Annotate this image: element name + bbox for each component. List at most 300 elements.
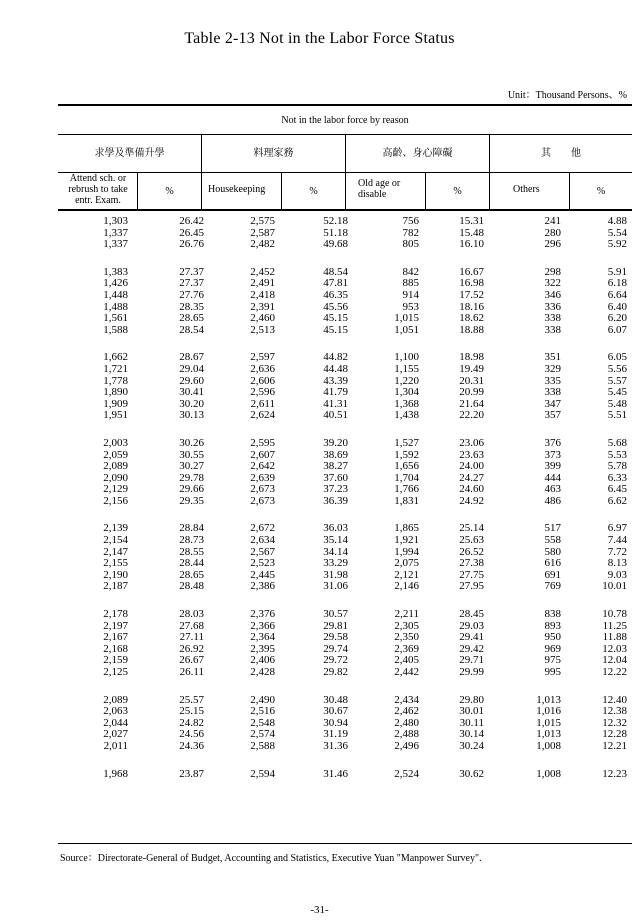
table-cell: 756 — [402, 215, 419, 227]
table-cell: 373 — [544, 448, 561, 461]
table-cell: 2,636 — [250, 362, 275, 375]
table-cell: 12.04 — [602, 654, 627, 667]
table-cell: 2,178 — [103, 608, 128, 621]
table-cell: 1,890 — [103, 386, 128, 399]
table-cell: 2,350 — [394, 631, 419, 644]
table-cell: 885 — [402, 277, 419, 290]
table-cell: 1,488 — [103, 300, 128, 313]
table-cell: 2,156 — [103, 494, 128, 507]
table-cell: 30.20 — [179, 397, 204, 410]
table-cell: 4.88 — [607, 215, 627, 227]
table-cell: 2,146 — [394, 580, 419, 593]
table-body — [58, 216, 632, 796]
table-cell: 40.51 — [323, 409, 348, 422]
table-cell: 5.57 — [607, 374, 627, 387]
table-cell: 29.35 — [179, 494, 204, 507]
table-cell: 29.82 — [323, 666, 348, 678]
table-cell: 21.64 — [459, 397, 484, 410]
table-cell: 2,442 — [394, 666, 419, 678]
table-cell: 27.76 — [179, 288, 204, 301]
table-cell: 22.20 — [459, 409, 484, 422]
table-cell: 28.73 — [179, 534, 204, 547]
table-cell: 37.23 — [323, 483, 348, 496]
table-cell: 51.18 — [323, 226, 348, 239]
table-cell: 30.55 — [179, 448, 204, 461]
table-cell: 18.16 — [459, 300, 484, 313]
row-group — [58, 267, 632, 337]
table-row — [58, 581, 632, 593]
table-cell: 28.65 — [179, 312, 204, 325]
table-cell: 1,383 — [103, 265, 128, 278]
table-cell: 26.42 — [179, 215, 204, 227]
table-cell: 616 — [544, 557, 561, 570]
table-row — [58, 290, 632, 302]
table-cell: 28.44 — [179, 557, 204, 570]
table-row — [58, 667, 632, 679]
table-cell: 914 — [402, 288, 419, 301]
table-cell: 2,673 — [250, 494, 275, 507]
table-cell: 8.13 — [607, 557, 627, 570]
category-housekeeping: 料理家務 — [253, 148, 294, 159]
table-cell: 1,220 — [394, 374, 419, 387]
table-cell: 2,395 — [250, 642, 275, 655]
table-cell: 1,155 — [394, 362, 419, 375]
subheader-housekeeping: Housekeeping — [208, 184, 266, 195]
table-cell: 52.18 — [323, 215, 348, 227]
table-cell: 953 — [402, 300, 419, 313]
table-cell: 31.46 — [323, 767, 348, 780]
table-cell: 357 — [544, 409, 561, 422]
table-row — [58, 496, 632, 508]
table-cell: 463 — [544, 483, 561, 496]
table-cell: 30.11 — [459, 716, 484, 729]
table-cell: 838 — [544, 608, 561, 621]
table-cell: 17.52 — [459, 288, 484, 301]
table-cell: 1,588 — [103, 323, 128, 336]
table-cell: 1,100 — [394, 351, 419, 364]
table-cell: 2,496 — [394, 739, 419, 752]
table-cell: 2,003 — [103, 436, 128, 449]
table-cell: 2,639 — [250, 471, 275, 484]
table-cell: 12.21 — [602, 739, 627, 752]
table-cell: 29.41 — [459, 631, 484, 644]
table-cell: 2,011 — [103, 739, 128, 752]
table-cell: 1,368 — [394, 397, 419, 410]
table-cell: 1,909 — [103, 397, 128, 410]
table-cell: 2,607 — [250, 448, 275, 461]
table-cell: 995 — [544, 666, 561, 678]
table-cell: 16.10 — [459, 238, 484, 251]
table-cell: 1,013 — [536, 728, 561, 741]
table-cell: 2,597 — [250, 351, 275, 364]
table-cell: 33.29 — [323, 557, 348, 570]
table-cell: 12.23 — [602, 767, 627, 780]
table-title: Table 2-13 Not in the Labor Force Status — [184, 30, 455, 47]
table-cell: 25.63 — [459, 534, 484, 547]
table-cell: 2,594 — [250, 767, 275, 780]
table-cell: 45.15 — [323, 312, 348, 325]
subheader-old-age: Old age or disable — [358, 178, 401, 200]
table-cell: 5.51 — [607, 409, 627, 422]
table-cell: 1,831 — [394, 494, 419, 507]
table-cell: 30.27 — [179, 460, 204, 473]
table-cell: 329 — [544, 362, 561, 375]
table-cell: 1,527 — [394, 436, 419, 449]
table-cell: 30.41 — [179, 386, 204, 399]
table-cell: 2,063 — [103, 705, 128, 718]
page-number: -31- — [310, 904, 329, 916]
table-cell: 47.81 — [323, 277, 348, 290]
row-group — [58, 523, 632, 593]
table-cell: 6.64 — [607, 288, 627, 301]
subheader-study: Attend sch. or rebrush to take entr. Exam. — [68, 173, 128, 206]
table-row — [58, 325, 632, 337]
table-cell: 29.66 — [179, 483, 204, 496]
header-top-rule — [58, 104, 632, 106]
table-cell: 1,337 — [103, 238, 128, 251]
table-cell: 29.60 — [179, 374, 204, 387]
table-cell: 1,008 — [536, 767, 561, 780]
table-cell: 6.18 — [607, 277, 627, 290]
table-row — [58, 461, 632, 473]
table-cell: 28.45 — [459, 608, 484, 621]
table-cell: 351 — [544, 351, 561, 364]
table-cell: 2,548 — [250, 716, 275, 729]
table-cell: 16.67 — [459, 265, 484, 278]
table-cell: 1,704 — [394, 471, 419, 484]
table-cell: 29.03 — [459, 619, 484, 632]
table-cell: 805 — [402, 238, 419, 251]
table-cell: 18.98 — [459, 351, 484, 364]
table-cell: 2,587 — [250, 226, 275, 239]
table-cell: 35.14 — [323, 534, 348, 547]
table-cell: 27.11 — [179, 631, 204, 644]
table-cell: 28.54 — [179, 323, 204, 336]
table-cell: 44.48 — [323, 362, 348, 375]
table-cell: 2,089 — [103, 693, 128, 706]
table-row — [58, 387, 632, 399]
table-cell: 2,428 — [250, 666, 275, 678]
table-cell: 2,523 — [250, 557, 275, 570]
table-cell: 769 — [544, 580, 561, 593]
table-cell: 26.67 — [179, 654, 204, 667]
table-cell: 41.31 — [323, 397, 348, 410]
table-cell: 34.14 — [323, 545, 348, 558]
table-cell: 322 — [544, 277, 561, 290]
table-cell: 298 — [544, 265, 561, 278]
table-cell: 2,090 — [103, 471, 128, 484]
table-cell: 23.63 — [459, 448, 484, 461]
table-cell: 346 — [544, 288, 561, 301]
category-study: 求學及準備升學 — [94, 148, 165, 159]
table-cell: 2,491 — [250, 277, 275, 290]
table-cell: 29.04 — [179, 362, 204, 375]
table-cell: 45.56 — [323, 300, 348, 313]
table-cell: 30.62 — [459, 767, 484, 780]
table-cell: 30.24 — [459, 739, 484, 752]
table-cell: 28.03 — [179, 608, 204, 621]
subheader-pct: % — [453, 186, 462, 197]
table-cell: 24.27 — [459, 471, 484, 484]
table-cell: 29.58 — [323, 631, 348, 644]
table-cell: 975 — [544, 654, 561, 667]
table-cell: 2,452 — [250, 265, 275, 278]
table-cell: 2,445 — [250, 568, 275, 581]
table-cell: 6.45 — [607, 483, 627, 496]
table-cell: 1,016 — [536, 705, 561, 718]
table-cell: 6.05 — [607, 351, 627, 364]
table-cell: 18.88 — [459, 323, 484, 336]
table-cell: 29.42 — [459, 642, 484, 655]
table-cell: 335 — [544, 374, 561, 387]
table-cell: 10.78 — [602, 608, 627, 621]
table-cell: 36.03 — [323, 522, 348, 535]
table-cell: 27.95 — [459, 580, 484, 593]
subheader-pct: % — [309, 186, 318, 197]
table-cell: 2,624 — [250, 409, 275, 422]
table-cell: 2,075 — [394, 557, 419, 570]
table-cell: 2,366 — [250, 619, 275, 632]
table-cell: 27.37 — [179, 265, 204, 278]
col-divider — [201, 134, 202, 210]
table-cell: 2,159 — [103, 654, 128, 667]
table-cell: 29.74 — [323, 642, 348, 655]
table-cell: 26.76 — [179, 238, 204, 251]
table-cell: 782 — [402, 226, 419, 239]
table-cell: 1,865 — [394, 522, 419, 535]
table-cell: 1,592 — [394, 448, 419, 461]
table-cell: 1,448 — [103, 288, 128, 301]
group-header: Not in the labor force by reason — [281, 115, 409, 126]
table-cell: 29.80 — [459, 693, 484, 706]
table-cell: 25.15 — [179, 705, 204, 718]
table-cell: 6.33 — [607, 471, 627, 484]
table-cell: 2,595 — [250, 436, 275, 449]
table-cell: 23.87 — [179, 767, 204, 780]
category-others: 其 他 — [541, 148, 581, 159]
table-cell: 28.55 — [179, 545, 204, 558]
table-cell: 2,516 — [250, 705, 275, 718]
table-cell: 26.45 — [179, 226, 204, 239]
table-cell: 1,951 — [103, 409, 128, 422]
table-cell: 30.57 — [323, 608, 348, 621]
table-cell: 20.31 — [459, 374, 484, 387]
table-row — [58, 438, 632, 450]
table-cell: 12.40 — [602, 693, 627, 706]
table-cell: 2,634 — [250, 534, 275, 547]
table-row — [58, 410, 632, 422]
table-cell: 29.78 — [179, 471, 204, 484]
table-cell: 5.48 — [607, 397, 627, 410]
table-cell: 2,168 — [103, 642, 128, 655]
row-group — [58, 609, 632, 679]
table-cell: 38.27 — [323, 460, 348, 473]
table-cell: 1,766 — [394, 483, 419, 496]
table-cell: 1,921 — [394, 534, 419, 547]
table-cell: 27.37 — [179, 277, 204, 290]
table-cell: 5.92 — [607, 238, 627, 251]
row-group — [58, 352, 632, 422]
table-cell: 1,968 — [103, 767, 128, 780]
table-cell: 2,027 — [103, 728, 128, 741]
row-group — [58, 216, 632, 251]
table-cell: 12.32 — [602, 716, 627, 729]
table-cell: 6.20 — [607, 312, 627, 325]
table-cell: 15.31 — [459, 215, 484, 227]
table-cell: 336 — [544, 300, 561, 313]
table-cell: 39.20 — [323, 436, 348, 449]
table-cell: 5.91 — [607, 265, 627, 278]
table-bottom-rule — [58, 843, 632, 844]
table-cell: 6.40 — [607, 300, 627, 313]
category-old-age: 高齡、身心障礙 — [382, 148, 453, 159]
table-cell: 23.06 — [459, 436, 484, 449]
table-cell: 24.56 — [179, 728, 204, 741]
table-cell: 30.94 — [323, 716, 348, 729]
table-cell: 18.62 — [459, 312, 484, 325]
table-cell: 2,434 — [394, 693, 419, 706]
table-cell: 30.13 — [179, 409, 204, 422]
table-cell: 280 — [544, 226, 561, 239]
table-cell: 28.48 — [179, 580, 204, 593]
table-cell: 2,575 — [250, 215, 275, 227]
table-row — [58, 216, 632, 228]
table-cell: 12.03 — [602, 642, 627, 655]
table-cell: 30.01 — [459, 705, 484, 718]
table-cell: 9.03 — [607, 568, 627, 581]
table-cell: 5.56 — [607, 362, 627, 375]
table-cell: 347 — [544, 397, 561, 410]
table-cell: 241 — [544, 215, 561, 227]
table-cell: 28.67 — [179, 351, 204, 364]
source-note: Source：Directorate-General of Budget, Accounting and Statistics, Executive Yuan "Manpower Survey". — [60, 853, 482, 864]
table-cell: 1,778 — [103, 374, 128, 387]
table-cell: 45.15 — [323, 323, 348, 336]
table-cell: 6.97 — [607, 522, 627, 535]
unit-note: Unit：Thousand Persons、% — [507, 90, 627, 101]
table-cell: 7.72 — [607, 545, 627, 558]
table-cell: 2,376 — [250, 608, 275, 621]
table-cell: 2,567 — [250, 545, 275, 558]
table-cell: 28.65 — [179, 568, 204, 581]
table-cell: 28.84 — [179, 522, 204, 535]
table-cell: 46.35 — [323, 288, 348, 301]
table-cell: 1,015 — [394, 312, 419, 325]
table-cell: 31.36 — [323, 739, 348, 752]
table-cell: 2,305 — [394, 619, 419, 632]
table-cell: 29.81 — [323, 619, 348, 632]
table-cell: 24.00 — [459, 460, 484, 473]
table-cell: 2,129 — [103, 483, 128, 496]
table-cell: 580 — [544, 545, 561, 558]
table-cell: 10.01 — [602, 580, 627, 593]
table-cell: 43.39 — [323, 374, 348, 387]
table-cell: 36.39 — [323, 494, 348, 507]
table-cell: 1,438 — [394, 409, 419, 422]
table-cell: 2,642 — [250, 460, 275, 473]
table-cell: 2,121 — [394, 568, 419, 581]
table-cell: 338 — [544, 323, 561, 336]
table-cell: 2,154 — [103, 534, 128, 547]
table-cell: 2,418 — [250, 288, 275, 301]
table-cell: 486 — [544, 494, 561, 507]
table-cell: 24.82 — [179, 716, 204, 729]
table-cell: 25.14 — [459, 522, 484, 535]
table-cell: 20.99 — [459, 386, 484, 399]
table-cell: 1,008 — [536, 739, 561, 752]
table-cell: 2,125 — [103, 666, 128, 678]
table-cell: 517 — [544, 522, 561, 535]
table-cell: 2,089 — [103, 460, 128, 473]
table-cell: 16.98 — [459, 277, 484, 290]
table-cell: 2,480 — [394, 716, 419, 729]
table-cell: 41.79 — [323, 386, 348, 399]
table-cell: 2,187 — [103, 580, 128, 593]
table-cell: 2,147 — [103, 545, 128, 558]
table-cell: 6.07 — [607, 323, 627, 336]
table-cell: 11.25 — [602, 619, 627, 632]
row-group — [58, 695, 632, 753]
table-row — [58, 535, 632, 547]
table-cell: 2,611 — [250, 397, 275, 410]
table-cell: 444 — [544, 471, 561, 484]
table-cell: 2,482 — [250, 238, 275, 251]
table-cell: 30.48 — [323, 693, 348, 706]
table-cell: 2,524 — [394, 767, 419, 780]
table-cell: 5.45 — [607, 386, 627, 399]
table-cell: 31.06 — [323, 580, 348, 593]
table-cell: 15.48 — [459, 226, 484, 239]
table-cell: 26.92 — [179, 642, 204, 655]
table-cell: 29.99 — [459, 666, 484, 678]
col-divider — [345, 134, 346, 210]
row-group — [58, 438, 632, 508]
table-cell: 1,304 — [394, 386, 419, 399]
table-cell: 2,369 — [394, 642, 419, 655]
subheader-pct: % — [165, 186, 174, 197]
table-cell: 37.60 — [323, 471, 348, 484]
table-cell: 2,155 — [103, 557, 128, 570]
table-cell: 2,460 — [250, 312, 275, 325]
table-cell: 2,672 — [250, 522, 275, 535]
table-cell: 2,211 — [394, 608, 419, 621]
table-cell: 2,574 — [250, 728, 275, 741]
table-cell: 19.49 — [459, 362, 484, 375]
table-cell: 2,588 — [250, 739, 275, 752]
table-cell: 893 — [544, 619, 561, 632]
table-cell: 28.35 — [179, 300, 204, 313]
table-cell: 2,606 — [250, 374, 275, 387]
table-cell: 2,490 — [250, 693, 275, 706]
table-cell: 1,337 — [103, 226, 128, 239]
table-cell: 29.71 — [459, 654, 484, 667]
table-cell: 49.68 — [323, 238, 348, 251]
table-cell: 842 — [402, 265, 419, 278]
table-cell: 2,044 — [103, 716, 128, 729]
row-group — [58, 769, 632, 781]
table-cell: 31.98 — [323, 568, 348, 581]
table-cell: 2,386 — [250, 580, 275, 593]
table-cell: 1,013 — [536, 693, 561, 706]
table-cell: 1,656 — [394, 460, 419, 473]
table-cell: 1,051 — [394, 323, 419, 336]
table-cell: 2,391 — [250, 300, 275, 313]
table-cell: 11.88 — [602, 631, 627, 644]
table-cell: 1,561 — [103, 312, 128, 325]
table-cell: 691 — [544, 568, 561, 581]
table-cell: 25.57 — [179, 693, 204, 706]
table-cell: 27.38 — [459, 557, 484, 570]
